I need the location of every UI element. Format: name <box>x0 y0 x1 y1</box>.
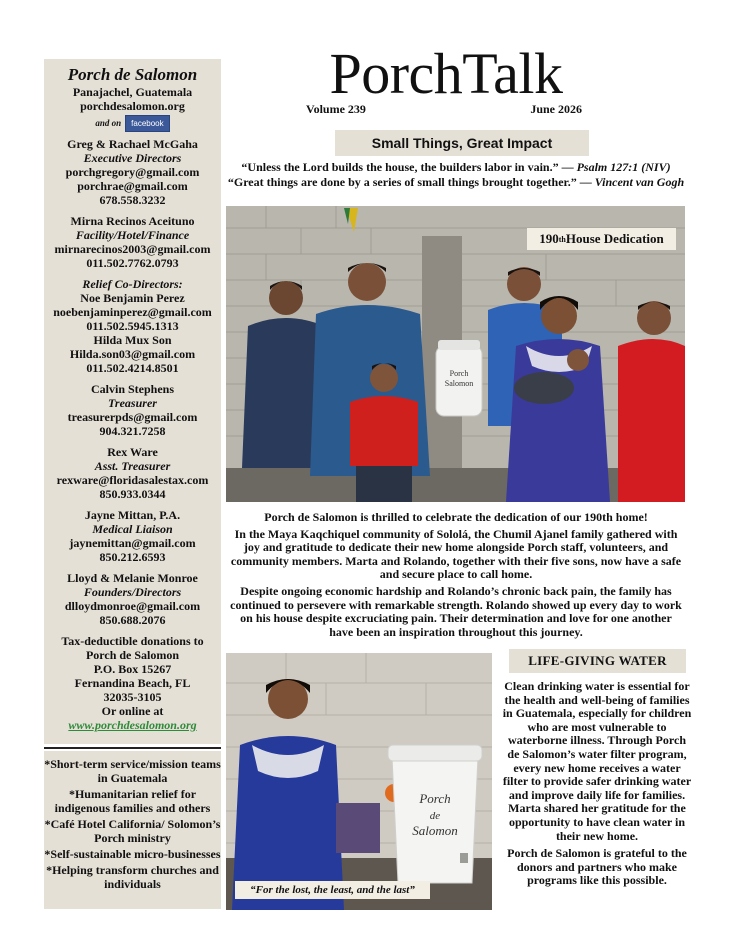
dedication-article <box>229 511 683 642</box>
quote-line <box>226 175 686 190</box>
issue-info <box>306 102 582 117</box>
masthead <box>306 41 586 106</box>
quote-text: “Great things are done by a series of small things brought together.” — <box>227 175 595 189</box>
org-location: Panajachel, Guatemala <box>72 85 193 99</box>
contact-name: Lloyd & Melanie Monroe <box>67 571 198 585</box>
filter-label: Porch <box>449 369 469 378</box>
family-photo-illustration <box>226 206 685 502</box>
contact-phone: 011.502.7762.0793 <box>86 256 179 270</box>
filter-label: Salomon <box>444 379 474 388</box>
contact-name: Calvin Stephens <box>90 382 175 396</box>
water-filter-illustration <box>226 653 492 910</box>
volume-number: Volume 239 <box>306 102 366 116</box>
donation-line: Fernandina Beach, FL <box>74 676 191 690</box>
quotes <box>226 160 686 190</box>
contact-name: Mirna Recinos Aceituno <box>70 214 195 228</box>
contact-phone: 011.502.4214.8501 <box>86 361 179 375</box>
dedication-badge <box>527 228 676 250</box>
donation-info <box>44 634 221 732</box>
contact-ware <box>44 445 221 501</box>
contact-email[interactable]: porchrae@gmail.com <box>77 179 188 193</box>
water-paragraph: Clean drinking water is essential for the health and well-being of families in Guatemala, especially for children who are most vulnerable to waterborne illness. Through Porch de Salomon’s water filter program, every new home receives a water filter to provide safer drinking water and improve daily life for families. Marta shared her gratitude for the opportunity to have clean water in their new home. <box>502 679 692 843</box>
water-section-text <box>502 680 692 892</box>
article-paragraph: In the Maya Kaqchiquel community of Sololá, the Chumil Ajanel family gathered with joy and gratitude to dedicate their new home alongside Porch staff, volunteers, and community members. Marta and Rolando, together with their five sons, now have a safe and secure place to call home. <box>230 526 682 582</box>
contact-email[interactable]: mirnarecinos2003@gmail.com <box>54 242 211 256</box>
contact-phone: 850.212.6593 <box>99 550 166 564</box>
filter-label: Porch <box>419 791 451 806</box>
filter-label: de <box>429 810 441 822</box>
contact-name: Greg & Rachael McGaha <box>67 137 198 151</box>
water-paragraph: Porch de Salomon is grateful to the donors and partners who make programs like this possible. <box>507 846 687 888</box>
contact-email[interactable]: noebenjaminperez@gmail.com <box>53 305 212 319</box>
contact-name: Noe Benjamin Perez <box>80 291 185 305</box>
ministry-item: *Self-sustainable micro-businesses <box>44 847 221 861</box>
filter-label: Salomon <box>412 823 458 838</box>
donation-line: Or online at <box>101 704 164 718</box>
facebook-row <box>44 113 221 133</box>
ministry-item: *Humanitarian relief for indigenous families and others <box>54 787 211 815</box>
sidebar-divider <box>44 747 221 749</box>
org-name: Porch de Salomon <box>67 65 198 84</box>
article-paragraph: Despite ongoing economic hardship and Rolando’s chronic back pain, the family has continued to persevere with remarkable strength. Rolando showed up every day to work on his house despite excruciating pain. Their determination and love for one another have been an inspiration throughout this journey. <box>230 583 682 639</box>
contact-mcgaha <box>44 137 221 207</box>
water-section-title: LIFE-GIVING WATER <box>509 649 686 673</box>
facebook-icon[interactable]: facebook <box>125 115 169 132</box>
org-website[interactable]: porchdesalomon.org <box>80 99 185 113</box>
contact-mittan <box>44 508 221 564</box>
contact-name: Hilda Mux Son <box>93 333 172 347</box>
donation-line: Porch de Salomon <box>85 648 180 662</box>
badge-number: 190 <box>539 231 559 246</box>
quote-source: Psalm 127:1 (NIV) <box>576 160 671 174</box>
sidebar-contacts <box>44 59 221 744</box>
quote-line <box>226 160 686 175</box>
donation-link[interactable]: www.porchdesalomon.org <box>68 718 197 732</box>
contact-role: Asst. Treasurer <box>94 459 171 473</box>
and-on-text: and on <box>95 118 122 128</box>
contact-role: Facility/Hotel/Finance <box>75 228 190 242</box>
ministry-item: *Short-term service/mission teams in Guatemala <box>44 757 221 785</box>
article-paragraph: Porch de Salomon is thrilled to celebrate the dedication of our 190th home! <box>264 510 648 524</box>
newsletter-title: PorchTalk <box>329 41 563 106</box>
contact-email[interactable]: Hilda.son03@gmail.com <box>69 347 196 361</box>
contact-role: Relief Co-Directors: <box>82 277 183 291</box>
headline-banner: Small Things, Great Impact <box>335 130 589 156</box>
contact-relief <box>44 277 221 375</box>
ministries-list <box>44 751 221 909</box>
contact-email[interactable]: rexware@floridasalestax.com <box>56 473 209 487</box>
contact-phone: 011.502.5945.1313 <box>86 319 179 333</box>
quote-text: “Unless the Lord builds the house, the builders labor in vain.” — <box>241 160 577 174</box>
contact-phone: 904.321.7258 <box>99 424 166 438</box>
contact-stephens <box>44 382 221 438</box>
contact-name: Jayne Mittan, P.A. <box>84 508 181 522</box>
donation-line: 32035-3105 <box>103 690 162 704</box>
contact-phone: 678.558.3232 <box>99 193 166 207</box>
ministry-item: *Café Hotel California/ Solomon’s Porch ministry <box>44 817 221 845</box>
photo-caption: “For the lost, the least, and the last” <box>235 881 430 899</box>
badge-text: House Dedication <box>565 231 664 246</box>
contact-phone: 850.933.0344 <box>99 487 166 501</box>
contact-email[interactable]: dlloydmonroe@gmail.com <box>64 599 201 613</box>
contact-role: Executive Directors <box>83 151 182 165</box>
family-photo <box>226 206 685 502</box>
quote-source: Vincent van Gogh <box>594 175 685 189</box>
contact-email[interactable]: porchgregory@gmail.com <box>65 165 200 179</box>
contact-role: Founders/Directors <box>83 585 182 599</box>
badge-suffix: th <box>558 234 566 244</box>
contact-name: Rex Ware <box>107 445 158 459</box>
donation-line: Tax-deductible donations to <box>61 634 204 648</box>
contact-email[interactable]: treasurerpds@gmail.com <box>67 410 198 424</box>
donation-line: P.O. Box 15267 <box>93 662 172 676</box>
ministry-item: *Helping transform churches and individuals <box>46 863 219 891</box>
contact-role: Medical Liaison <box>92 522 173 536</box>
contact-monroe <box>44 571 221 627</box>
issue-date: June 2026 <box>530 102 582 116</box>
contact-role: Treasurer <box>108 396 157 410</box>
water-filter-photo <box>226 653 492 910</box>
contact-email[interactable]: jaynemittan@gmail.com <box>69 536 196 550</box>
contact-phone: 850.688.2076 <box>99 613 166 627</box>
contact-recinos <box>44 214 221 270</box>
